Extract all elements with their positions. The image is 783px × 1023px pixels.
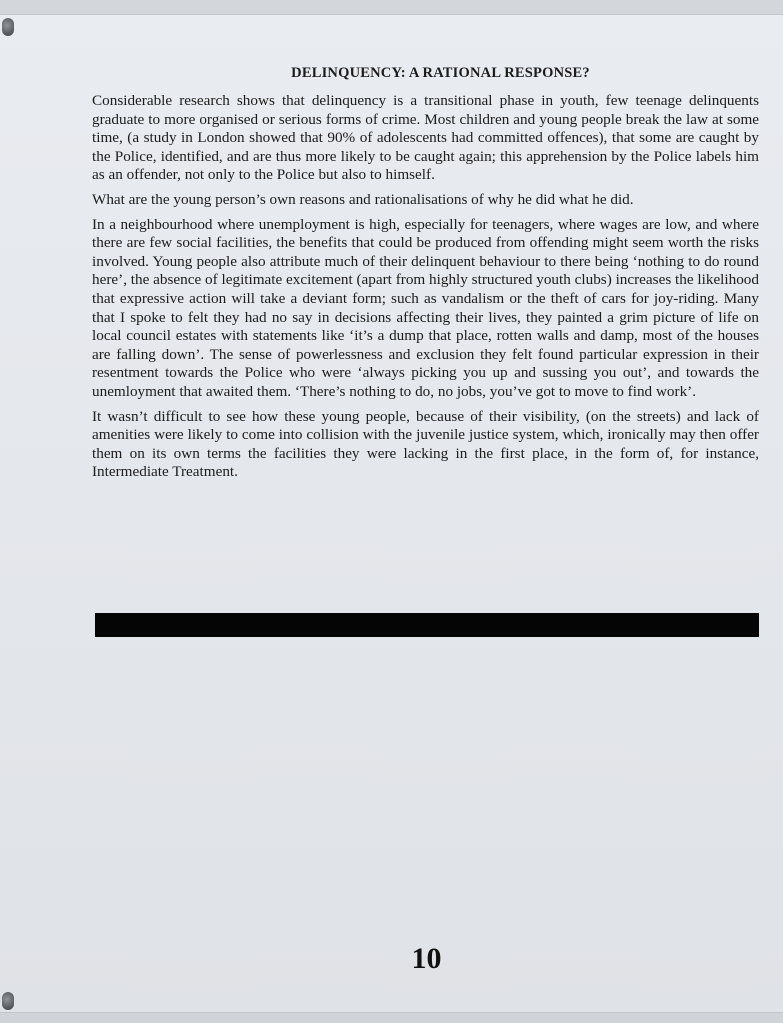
scan-bottom-edge: [0, 1012, 783, 1023]
black-divider-bar: [95, 613, 759, 637]
paragraph-1: Considerable research shows that delinquency is a transitional phase in youth, few teenage delinquents graduate to more organised or serious forms of crime. Most children and young people break the law at some time, (a study in London showed that 90% of adolescents had committed offences), that some are caught by the Police, identified, and are thus more likely to be caught again; this apprehension by the Police labels him as an offender, not only to the Police but also to himself.: [92, 92, 759, 184]
page-number: 10: [411, 942, 442, 975]
paragraph-2: What are the young person’s own reasons and rationalisations of why he did what he did.: [92, 190, 634, 208]
scan-top-edge: [0, 0, 783, 15]
binder-hole-bottom: [2, 992, 14, 1010]
article: [92, 64, 759, 488]
binder-hole-top: [2, 18, 14, 36]
paragraph-3: In a neighbourhood where unemployment is high, especially for teenagers, where wages are low, and where there are few social facilities, the benefits that could be produced from offending might seem worth the risks involved. Young people also attribute much of their delinquent behaviour to there being ‘nothing to do round here’, the absence of legitimate excitement (apart from highly structured youth clubs) increases the likelihood that expressive action will take a deviant form; such as vandalism or the theft of cars for joy-riding. Many that I spoke to felt they had no say in decisions affecting their lives, they painted a grim picture of life on local council estates with statements like ‘it’s a dump that place, rotten walls and damp, most of the houses are falling down’. The sense of powerlessness and exclusion they felt found particular expression in their resentment towards the Police who were ‘always picking you up and sussing you out’, and towards the unemloyment that awaited them. ‘There’s nothing to do, no jobs, you’ve got to move to find work’.: [92, 215, 759, 400]
article-title: DELINQUENCY: A RATIONAL RESPONSE?: [291, 65, 590, 81]
paragraph-4: It wasn’t difficult to see how these young people, because of their visibility, (on the streets) and lack of amenities were likely to come into collision with the juvenile justice system, which, ironically may then offer them on its own terms the facilities they were lacking in the first place, in the form of, for instance, Intermediate Treatment.: [92, 407, 759, 481]
